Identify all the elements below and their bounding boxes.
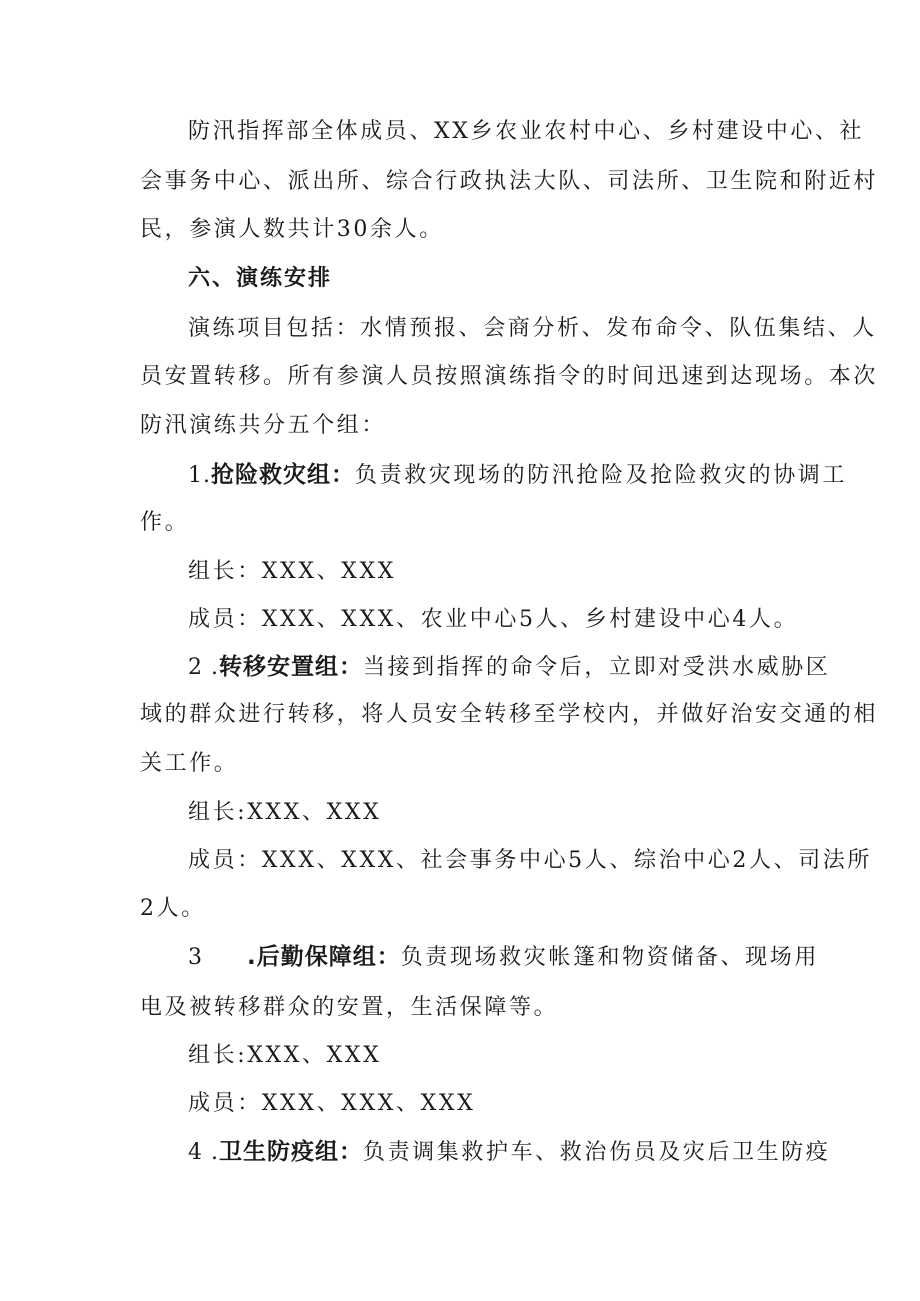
group-4-number: 4 . [188, 1140, 219, 1165]
group-1-number: 1. [188, 463, 211, 488]
participants-line-1: 防汛指挥部全体成员、XX乡农业农村中心、乡村建设中心、社 [188, 119, 865, 144]
participants-line-3: 民，参演人数共计30余人。 [140, 217, 444, 242]
group-2-number: 2 . [188, 655, 219, 680]
section-intro-line-1: 演练项目包括：水情预报、会商分析、发布命令、队伍集结、人 [188, 316, 877, 341]
section-intro-line-3: 防汛演练共分五个组： [140, 413, 387, 438]
group-2-members-line-2: 2人。 [140, 896, 206, 921]
group-4-title: 卫生防疫组： [218, 1139, 363, 1165]
group-3-members: 成员：XXX、XXX、XXX [188, 1091, 476, 1116]
section-heading: 六、演练安排 [188, 266, 333, 291]
group-1-leader: 组长：XXX、XXX [188, 559, 396, 584]
group-1-title: 抢险救灾组： [211, 462, 355, 488]
group-2-members-line-1: 成员：XXX、XXX、社会事务中心5人、综治中心2人、司法所 [188, 848, 872, 873]
group-3-number: 3 [188, 945, 203, 970]
group-3-desc-line-2: 电及被转移群众的安置，生活保障等。 [140, 995, 559, 1020]
section-intro-line-2: 员安置转移。所有参演人员按照演练指令的时间迅速到达现场。本次 [140, 364, 879, 389]
group-3-title: .后勤保障组： [247, 944, 401, 970]
group-1-members: 成员：XXX、XXX、农业中心5人、乡村建设中心4人。 [188, 607, 799, 632]
group-2-heading-line [188, 652, 831, 683]
group-3-leader: 组长:XXX、XXX [188, 1043, 382, 1068]
group-1-heading-line [188, 460, 848, 491]
group-1-desc-line-2: 作。 [140, 510, 190, 535]
group-2-leader: 组长:XXX、XXX [188, 800, 382, 825]
group-3-desc-1: 负责现场救灾帐篷和物资储备、现场用 [400, 945, 819, 970]
group-2-desc-line-3: 关工作。 [140, 751, 239, 776]
group-4-desc-1: 负责调集救护车、救治伤员及灾后卫生防疫 [362, 1140, 831, 1165]
participants-line-2: 会事务中心、派出所、综合行政执法大队、司法所、卫生院和附近村 [140, 169, 879, 194]
group-1-desc-1: 负责救灾现场的防汛抢险及抢险救灾的协调工 [355, 463, 848, 488]
group-2-desc-1: 当接到指挥的命令后，立即对受洪水威胁区 [362, 655, 831, 680]
group-4-heading-line [188, 1137, 831, 1168]
group-3-heading-line [188, 942, 819, 973]
group-2-title: 转移安置组： [218, 654, 363, 680]
group-2-desc-line-2: 域的群众进行转移，将人员安全转移至学校内，并做好治安交通的相 [140, 702, 879, 727]
